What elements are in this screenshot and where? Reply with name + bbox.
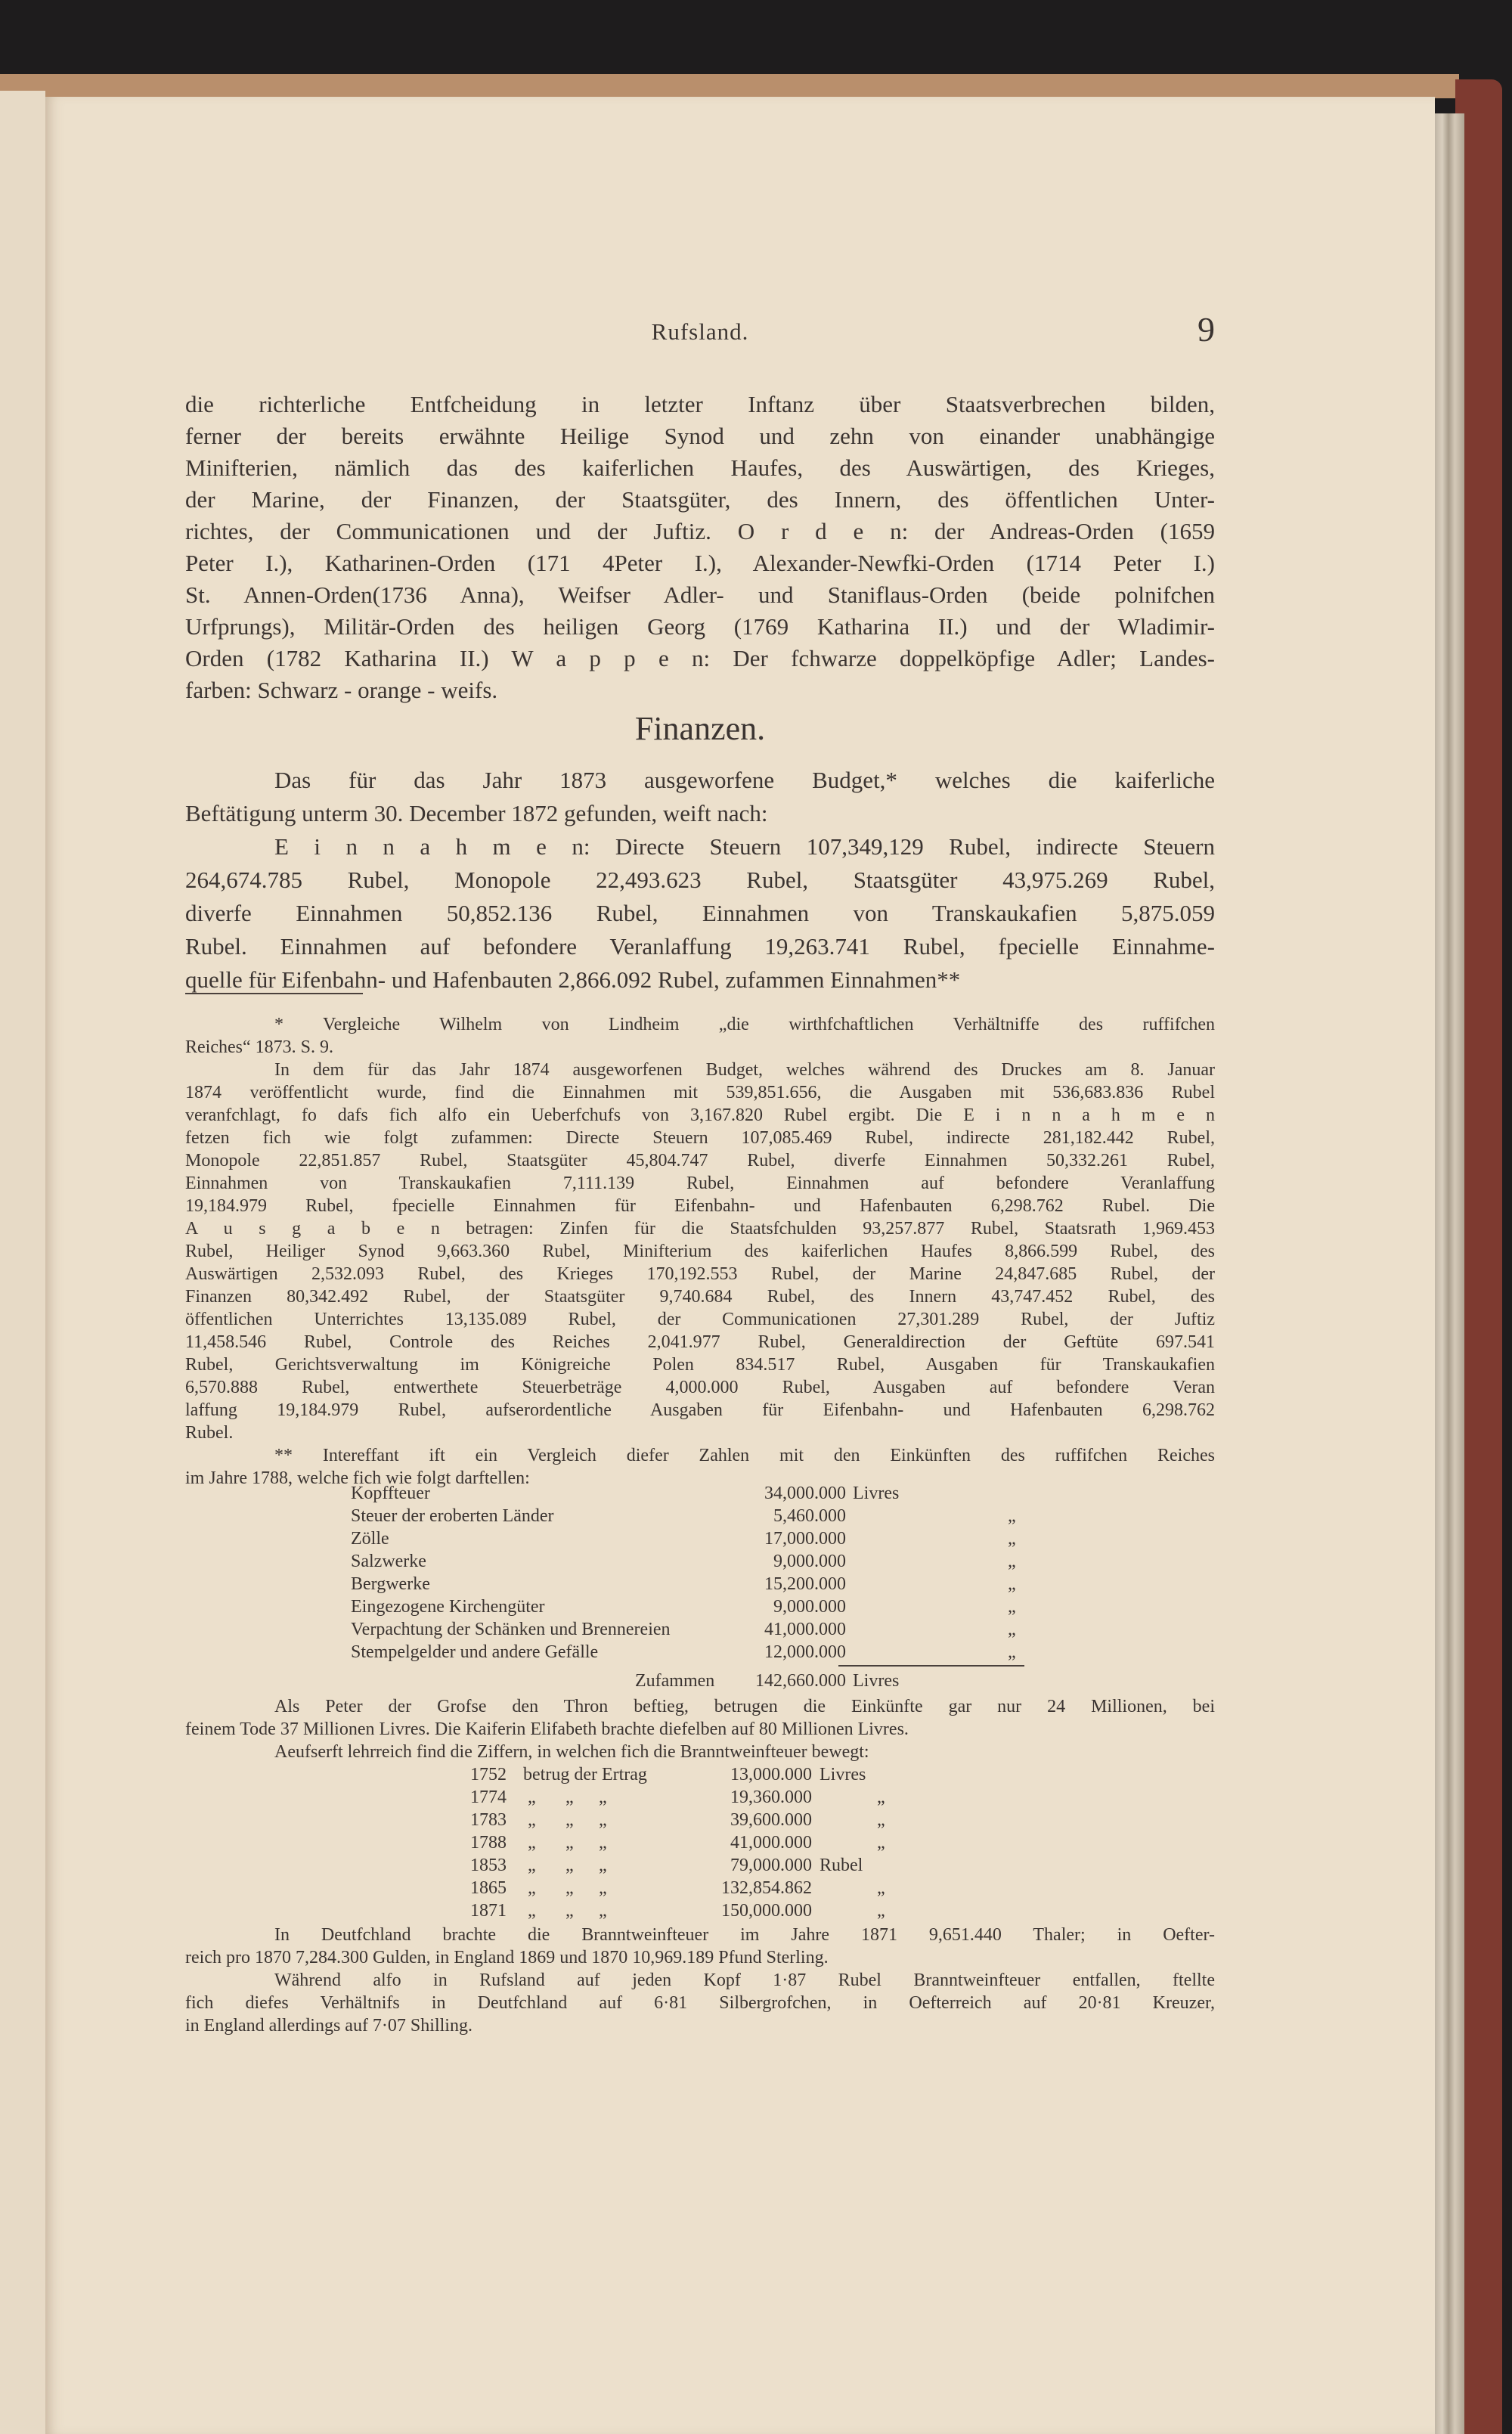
paragraph: [185, 830, 1215, 997]
text-line: 1874 veröffentlicht wurde, find die Einnahmen mit 539,851.656, die Ausgaben mit 536,683.836 Rubel: [185, 1083, 1215, 1102]
paragraph: [185, 1741, 1215, 1763]
ditto-mark: „: [528, 1788, 536, 1807]
text-line: * Vergleiche Wilhelm von Lindheim „die wirthfchaftlichen Verhältniffe des ruffifchen: [274, 1015, 1215, 1034]
text-line: die richterliche Entfcheidung in letzter Inftanz über Staatsverbrechen bilden,: [185, 391, 1215, 417]
year: 1853: [470, 1856, 507, 1875]
text-line: quelle für Eifenbahn- und Hafenbauten 2,866.092 Rubel, zufammen Einnahmen**: [185, 966, 961, 993]
revenue-label: Verpachtung der Schänken und Brennereien: [351, 1620, 671, 1639]
revenue-unit: „: [1008, 1597, 1016, 1617]
text-line: Als Peter der Grofse den Thron beftieg, betrugen die Einkünfte gar nur 24 Millionen, bei: [274, 1697, 1215, 1716]
revenue-label: Zölle: [351, 1529, 389, 1549]
row-text: betrug der Ertrag: [523, 1765, 647, 1784]
text-line: reich pro 1870 7,284.300 Gulden, in England 1869 und 1870 10,969.189 Pfund Sterling.: [185, 1948, 829, 1967]
ditto-mark: „: [565, 1878, 574, 1898]
text-line: Einnahmen von Transkaukafien 7,111.139 Rubel, Einnahmen auf befondere Veranlaffung: [185, 1174, 1215, 1193]
ditto-mark: „: [565, 1810, 574, 1830]
revenue-unit: „: [1008, 1642, 1016, 1662]
revenue-value: 17,000.000: [764, 1529, 846, 1549]
text-line: laffung 19,184.979 Rubel, aufserordentliche Ausgaben für Eifenbahn- und Hafenbauten 6,298.762: [185, 1400, 1215, 1420]
ditto-mark: „: [599, 1833, 607, 1853]
revenue-value: 15,200.000: [764, 1574, 846, 1594]
total-label: Zufammen: [635, 1671, 715, 1691]
paragraph: [185, 1059, 1215, 1444]
text-line: feinem Tode 37 Millionen Livres. Die Kaiferin Elifabeth brachte diefelben auf 80 Millionen Livres.: [185, 1719, 909, 1739]
text-line: Finanzen 80,342.492 Rubel, der Staatsgüter 9,740.684 Rubel, des Innern 43,747.452 Rubel, des: [185, 1287, 1215, 1307]
revenue-value: 12,000.000: [764, 1642, 846, 1662]
text-line: Rubel, Heiliger Synod 9,663.360 Rubel, Minifterium des kaiferlichen Haufes 8,866.599 Rubel, des: [185, 1242, 1215, 1261]
text-line: A u s g a b e n betragen: Zinfen für die Staatsfchulden 93,257.877 Rubel, Staatsrath 1,969.453: [185, 1219, 1215, 1239]
revenue-unit: „: [1008, 1620, 1016, 1639]
revenue-label: Bergwerke: [351, 1574, 430, 1594]
year: 1774: [470, 1788, 507, 1807]
year: 1783: [470, 1810, 507, 1830]
text-line: in England allerdings auf 7·07 Shilling.: [185, 2016, 472, 2036]
revenue-unit: „: [1008, 1529, 1016, 1549]
footnotes-part-c: [185, 1924, 1215, 2037]
book-top-edge: [0, 74, 1459, 98]
text-line: 264,674.785 Rubel, Monopole 22,493.623 Rubel, Staatsgüter 43,975.269 Rubel,: [185, 867, 1215, 893]
text-line: ** Intereffant ift ein Vergleich diefer Zahlen mit den Einkünften des ruffifchen Reiches: [274, 1446, 1215, 1465]
revenue-label: Salzwerke: [351, 1552, 426, 1571]
text-line: Beftätigung unterm 30. December 1872 gefunden, weift nach:: [185, 800, 768, 826]
ditto-mark: „: [599, 1810, 607, 1830]
text-line: Peter I.), Katharinen-Orden (171 4Peter I.), Alexander-Newfki-Orden (1714 Peter I.): [185, 550, 1215, 576]
paragraph: [185, 389, 1215, 706]
ditto-mark: „: [528, 1810, 536, 1830]
text-line: St. Annen-Orden(1736 Anna), Weifser Adler- und Staniflaus-Orden (beide polnifchen: [185, 581, 1215, 608]
revenue-value: 34,000.000: [764, 1484, 846, 1503]
revenue-value: 9,000.000: [773, 1552, 846, 1571]
ditto-mark: „: [528, 1878, 536, 1898]
tax-value: 132,854.862: [721, 1878, 812, 1898]
text-line: im Jahre 1788, welche fich wie folgt darftellen:: [185, 1468, 530, 1488]
revenue-unit: „: [1008, 1552, 1016, 1571]
revenue-value: 41,000.000: [764, 1620, 846, 1639]
text-line: Rubel, Gerichtsverwaltung im Königreiche Polen 834.517 Rubel, Ausgaben für Transkaukafien: [185, 1355, 1215, 1375]
facing-page: [0, 91, 45, 2434]
revenue-unit: Livres: [853, 1484, 900, 1503]
ditto-mark: „: [599, 1788, 607, 1807]
tax-unit: „: [877, 1901, 885, 1921]
tax-unit: Rubel: [820, 1856, 863, 1875]
text-line: In Deutfchland brachte die Branntweinfteuer im Jahre 1871 9,651.440 Thaler; in Oefter-: [274, 1925, 1215, 1945]
text-line: In dem für das Jahr 1874 ausgeworfenen Budget, welches während des Druckes am 8. Januar: [274, 1060, 1215, 1080]
text-line: Aeufserft lehrreich find die Ziffern, in welchen fich die Branntweinfteuer bewegt:: [274, 1742, 869, 1762]
footnotes-part-a: [185, 1013, 1215, 1490]
revenue-label: Stempelgelder und andere Gefälle: [351, 1642, 599, 1662]
sum-rule: [838, 1665, 1024, 1667]
tax-value: 150,000.000: [721, 1901, 812, 1921]
text-line: Rubel.: [185, 1423, 234, 1443]
spirits-tax-table: [0, 1763, 1512, 1922]
text-line: diverfe Einnahmen 50,852.136 Rubel, Einnahmen von Transkaukafien 5,875.059: [185, 900, 1215, 926]
finanzen-text: [185, 764, 1215, 997]
total-value: 142,660.000: [755, 1671, 846, 1691]
paragraph: [185, 764, 1215, 830]
running-header: [185, 310, 1215, 352]
section-heading: Finanzen.: [634, 710, 766, 747]
text-line: ferner der bereits erwähnte Heilige Synod und zehn von einander unabhängige: [185, 423, 1215, 449]
tax-value: 19,360.000: [730, 1788, 812, 1807]
text-line: fetzen fich wie folgt zufammen: Directe Steuern 107,085.469 Rubel, indirecte 281,182.442 Rubel,: [185, 1128, 1215, 1148]
page-block-edge: [1433, 113, 1464, 2434]
total-unit: Livres: [853, 1671, 900, 1691]
text-line: Monopole 22,851.857 Rubel, Staatsgüter 45,804.747 Rubel, diverfe Einnahmen 50,332.261 Rubel,: [185, 1151, 1215, 1170]
page-number: 9: [1198, 310, 1215, 349]
tax-value: 13,000.000: [730, 1765, 812, 1784]
revenue-value: 5,460.000: [773, 1506, 846, 1526]
year: 1871: [470, 1901, 507, 1921]
text-line: 19,184.979 Rubel, fpecielle Einnahmen für Eifenbahn- und Hafenbauten 6,298.762 Rubel. Die: [185, 1196, 1215, 1216]
paragraph: [185, 1924, 1215, 1969]
text-line: Urfprungs), Militär-Orden des heiligen Georg (1769 Katharina II.) und der Wladimir-: [185, 613, 1215, 640]
ditto-mark: „: [565, 1856, 574, 1875]
paragraph: [185, 1013, 1215, 1059]
revenue-label: Kopffteuer: [351, 1484, 430, 1503]
body-text-continued: [185, 389, 1215, 706]
revenue-1788-table: [0, 1482, 1512, 1694]
text-line: Reiches“ 1873. S. 9.: [185, 1037, 333, 1057]
text-line: der Marine, der Finanzen, der Staatsgüter, des Innern, des öffentlichen Unter-: [185, 486, 1215, 513]
revenue-unit: „: [1008, 1574, 1016, 1594]
text-line: fich diefes Verhältnifs in Deutfchland auf 6·81 Silbergrofchen, in Oefterreich auf 20·81 Kreuzer,: [185, 1993, 1215, 2013]
text-line: Orden (1782 Katharina II.) W a p p e n: Der fchwarze doppelköpfige Adler; Landes-: [185, 645, 1215, 671]
revenue-value: 9,000.000: [773, 1597, 846, 1617]
tax-unit: „: [877, 1788, 885, 1807]
tax-unit: „: [877, 1878, 885, 1898]
text-line: richtes, der Communicationen und der Juftiz. O r d e n: der Andreas-Orden (1659: [185, 518, 1215, 544]
ditto-mark: „: [565, 1833, 574, 1853]
text-line: E i n n a h m e n: Directe Steuern 107,349,129 Rubel, indirecte Steuern: [274, 833, 1215, 860]
ditto-mark: „: [599, 1901, 607, 1921]
ditto-mark: „: [599, 1878, 607, 1898]
text-line: 6,570.888 Rubel, entwerthete Steuerbeträge 4,000.000 Rubel, Ausgaben auf befondere Veran: [185, 1378, 1215, 1397]
running-title: Rufsland.: [651, 318, 749, 345]
tax-unit: Livres: [820, 1765, 866, 1784]
paragraph: [185, 1695, 1215, 1741]
ditto-mark: „: [528, 1856, 536, 1875]
text-line: öffentlichen Unterrichtes 13,135.089 Rubel, der Communicationen 27,301.289 Rubel, der Juftiz: [185, 1310, 1215, 1329]
text-line: Rubel. Einnahmen auf befondere Veranlaffung 19,263.741 Rubel, fpecielle Einnahme-: [185, 933, 1215, 960]
year: 1865: [470, 1878, 507, 1898]
ditto-mark: „: [528, 1833, 536, 1853]
text-line: Das für das Jahr 1873 ausgeworfene Budget,* welches die kaiferliche: [274, 767, 1215, 793]
text-line: Minifterien, nämlich das des kaiferlichen Haufes, des Auswärtigen, des Krieges,: [185, 454, 1215, 481]
ditto-mark: „: [599, 1856, 607, 1875]
text-line: Auswärtigen 2,532.093 Rubel, des Krieges 170,192.553 Rubel, der Marine 24,847.685 Rubel, der: [185, 1264, 1215, 1284]
year: 1788: [470, 1833, 507, 1853]
tax-unit: „: [877, 1833, 885, 1853]
tax-value: 41,000.000: [730, 1833, 812, 1853]
ditto-mark: „: [565, 1788, 574, 1807]
text-line: veranfchlagt, fo dafs fich alfo ein Ueberfchufs von 3,167.820 Rubel ergibt. Die E i n n a h m e n: [185, 1105, 1215, 1125]
text-line: 11,458.546 Rubel, Controle des Reiches 2,041.977 Rubel, Generaldirection der Geftüte 697.541: [185, 1332, 1215, 1352]
footnotes-part-b: [185, 1695, 1215, 1763]
footnote-separator: [185, 993, 363, 994]
tax-value: 79,000.000: [730, 1856, 812, 1875]
text-line: Während alfo in Rufsland auf jeden Kopf 1·87 Rubel Branntweinfteuer entfallen, ftellte: [274, 1970, 1215, 1990]
ditto-mark: „: [528, 1901, 536, 1921]
ditto-mark: „: [565, 1901, 574, 1921]
tax-unit: „: [877, 1810, 885, 1830]
paragraph: [185, 1969, 1215, 2037]
revenue-unit: „: [1008, 1506, 1016, 1526]
revenue-label: Steuer der eroberten Länder: [351, 1506, 554, 1526]
year: 1752: [470, 1765, 507, 1784]
revenue-label: Eingezogene Kirchengüter: [351, 1597, 545, 1617]
text-line: farben: Schwarz - orange - weifs.: [185, 677, 498, 703]
tax-value: 39,600.000: [730, 1810, 812, 1830]
